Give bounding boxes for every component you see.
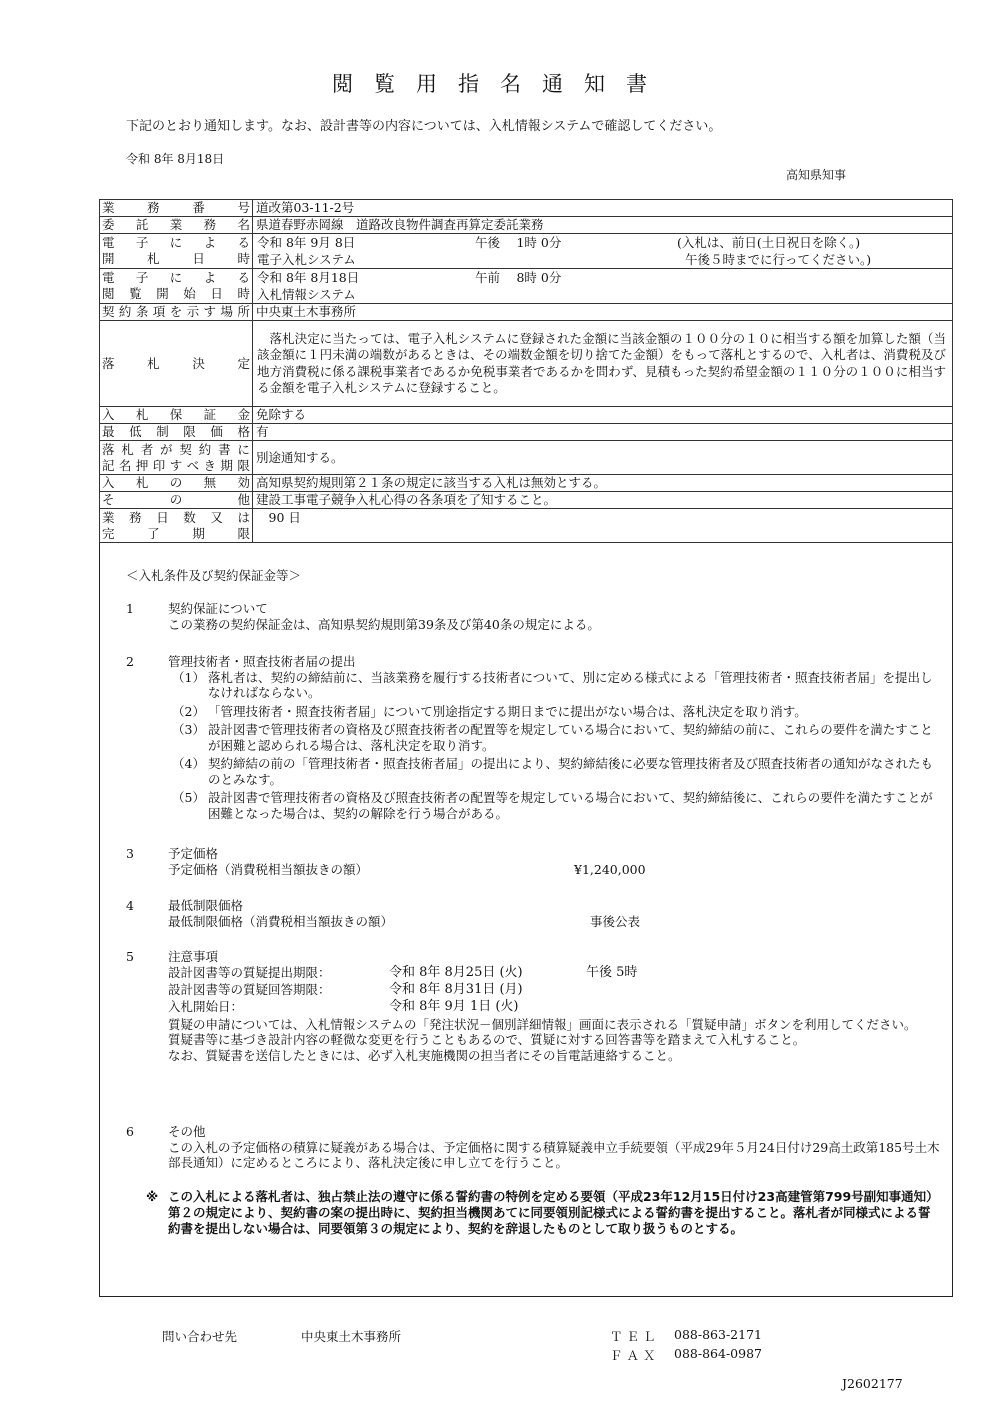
label-text: 委 託 業 務 名 bbox=[102, 217, 250, 232]
label-text: 落 札 決 定 bbox=[102, 355, 250, 371]
label-days bbox=[100, 509, 253, 543]
issuer: 高知県知事 bbox=[786, 168, 847, 182]
q-deadline-label: 設計図書等の質疑提出期限： bbox=[168, 964, 331, 980]
intro-text: 下記のとおり通知します。なお、設計書等の内容については、入札情報システムで確認してください。 bbox=[126, 119, 722, 134]
view-time: 午前 8時 0分 bbox=[475, 270, 562, 285]
label-text: 入 札 の 無 効 bbox=[102, 475, 250, 490]
document-id: J2602177 bbox=[842, 1376, 903, 1391]
fax-label: ＦＡＸ bbox=[610, 1348, 660, 1363]
label-invalid bbox=[100, 475, 253, 492]
days: 90 日 bbox=[253, 509, 953, 543]
contract-table bbox=[99, 199, 953, 543]
label-text: そ の 他 bbox=[102, 492, 250, 507]
s2-item: （4） 契約締結の前の「管理技術者・照査技術者届」の提出により、契約締結後に必要な管理技術者及び照査技術者の通知がなされたものとみなす。 bbox=[172, 756, 934, 787]
s4-label: 最低制限価格（消費税相当額抜きの額） bbox=[168, 913, 394, 929]
sign-deadline: 別途通知する。 bbox=[253, 441, 953, 475]
min-price: 有 bbox=[253, 424, 953, 441]
label-sign-deadline bbox=[100, 441, 253, 475]
label-task-name bbox=[100, 217, 253, 234]
notes-heading: ＜入札条件及び契約保証金等＞ bbox=[126, 568, 302, 583]
label-text: 契 約 条 項 を 示 す 場 所 bbox=[102, 304, 250, 319]
bond: 免除する bbox=[253, 407, 953, 424]
s2-body bbox=[168, 654, 943, 821]
award-text: 落札決定に当たっては、電子入札システムに登録された金額に当該金額の１００分の１０に相当する額を加算した額（当該金額に１円未満の端数があるときは、その端数金額を切り捨てた金額）をもって落札とするので、入札者は、消費税及び地方消費税に係る課税事業者であるか免税事業者であるかを問わず、見積もった契約希望金額の１１０分の１００に相当する金額を電子入札システムに登録すること。 bbox=[253, 321, 953, 407]
invalid-text: 高知県契約規則第２１条の規定に該当する入札は無効とする。 bbox=[253, 475, 953, 492]
label-other bbox=[100, 492, 253, 509]
view-date: 令和 8年 8月18日 bbox=[257, 270, 360, 285]
terms-place: 中央東土木事務所 bbox=[253, 304, 953, 321]
row-min-price bbox=[100, 424, 953, 441]
tel-label: ＴＥＬ bbox=[610, 1329, 660, 1344]
bid-start-date: 令和 8年 9月 1日 (火) bbox=[389, 998, 519, 1014]
row-award bbox=[100, 321, 953, 407]
inquiry-office: 中央東土木事務所 bbox=[301, 1329, 402, 1344]
row-invalid bbox=[100, 475, 953, 492]
s6-text: この入札の予定価格の積算に疑義がある場合は、予定価格に関する積算疑義申立手続要領（平成29年５月24日付け29高土政第185号土木部長通知）に定めるところにより、落札決定後に申し立てを行うこと。 bbox=[168, 1139, 940, 1170]
label-text: 電 子 に よ る bbox=[102, 235, 250, 250]
row-days bbox=[100, 509, 953, 543]
label-open-datetime bbox=[100, 234, 253, 269]
row-sign-deadline bbox=[100, 441, 953, 475]
open-note-1: (入札は、前日(土日祝日を除く。) bbox=[677, 235, 861, 250]
open-date: 令和 8年 9月 8日 bbox=[257, 235, 356, 250]
label-text: 業 務 日 数 又 は bbox=[102, 509, 250, 525]
row-open-datetime bbox=[100, 234, 953, 269]
label-text: 開 札 日 時 bbox=[102, 251, 250, 266]
s2-item: （3） 設計図書で管理技術者の資格及び照査技術者の配置等を規定している場合において、契約締結の前に、これらの要件を満たすことが困難と認められる場合は、落札決定を取り消す。 bbox=[172, 722, 933, 753]
bold-notice: この入札による落札者は、独占禁止法の遵守に係る誓約書の特例を定める要領（平成23年12月15日付け23高建管第799号副知事通知）第２の規定により、契約書の案の提出時に、契約担当機関あてに同要領別記様式による誓約書を提出すること。落札者が同様式による誓約書を提出しない場合は、同要領第３の規定により、契約を辞退したものとして取り扱うものとする。 bbox=[168, 1189, 933, 1236]
s4-body bbox=[168, 898, 943, 930]
s4-num: 4 bbox=[126, 898, 134, 913]
label-text: 閲 覧 開 始 日 時 bbox=[102, 286, 250, 301]
label-view-datetime bbox=[100, 269, 253, 304]
task-no: 道改第03-11-2号 bbox=[253, 200, 953, 217]
s4-value: 事後公表 bbox=[590, 913, 641, 929]
view-system: 入札情報システム bbox=[257, 287, 356, 302]
s2-num: 2 bbox=[126, 654, 134, 669]
label-min-price bbox=[100, 424, 253, 441]
label-terms-place bbox=[100, 304, 253, 321]
s6-num: 6 bbox=[126, 1124, 134, 1139]
q-deadline-time: 午後 5時 bbox=[586, 964, 638, 980]
row-terms-place bbox=[100, 304, 953, 321]
label-text: 完 了 期 限 bbox=[102, 525, 250, 541]
label-text: 記 名 押 印 す べ き 期 限 bbox=[102, 457, 250, 473]
row-other bbox=[100, 492, 953, 509]
s2-title: 管理技術者・照査技術者届の提出 bbox=[168, 654, 356, 669]
s6-body bbox=[168, 1124, 943, 1171]
s5-p3: なお、質疑書を送信したときには、必ず入札実施機関の担当者にその旨電話連絡すること。 bbox=[168, 1047, 681, 1063]
s1-title: 契約保証について bbox=[168, 601, 268, 616]
open-note-2: 午後５時までに行ってください。) bbox=[685, 252, 872, 267]
s5-p1: 質疑の申請については、入札情報システムの「発注状況－個別詳細情報」画面に表示される「質疑申請」ボタンを利用してください。 bbox=[168, 1016, 917, 1032]
s5-title: 注意事項 bbox=[168, 949, 219, 964]
label-text: 最 低 制 限 価 格 bbox=[102, 424, 250, 439]
label-text: 落 札 者 が 契 約 書 に bbox=[102, 441, 250, 457]
q-deadline-date: 令和 8年 8月25日 (火) bbox=[389, 964, 523, 980]
row-task-no bbox=[100, 200, 953, 217]
task-name: 県道春野赤岡線 道路改良物件調査再算定委託業務 bbox=[253, 217, 953, 234]
s3-body bbox=[168, 846, 943, 878]
s2-item: （5） 設計図書で管理技術者の資格及び照査技術者の配置等を規定している場合において、契約締結後に、これらの要件を満たすことが困難となった場合は、契約の解除を行う場合がある。 bbox=[172, 790, 933, 821]
s4-title: 最低制限価格 bbox=[168, 898, 244, 913]
bid-start-label: 入札開始日： bbox=[168, 998, 244, 1014]
row-task-name bbox=[100, 217, 953, 234]
tel-number: 088-863-2171 bbox=[674, 1327, 762, 1342]
document-title: 閲覧用指名通知書 bbox=[332, 72, 668, 96]
s2-item: （1） 落札者は、契約の締結前に、当該業務を履行する技術者について、別に定める様式による「管理技術者・照査技術者届」を提出しなければならない。 bbox=[172, 669, 933, 700]
label-task-no bbox=[100, 200, 253, 217]
s3-num: 3 bbox=[126, 846, 134, 861]
notice-date: 令和 8年 8月18日 bbox=[126, 152, 225, 166]
fax-number: 088-864-0987 bbox=[674, 1346, 762, 1361]
s1-text: この業務の契約保証金は、高知県契約規則第39条及び第40条の規定による。 bbox=[168, 616, 600, 632]
s5-body bbox=[168, 949, 943, 1063]
a-deadline-date: 令和 8年 8月31日 (月) bbox=[389, 981, 523, 997]
s3-label: 予定価格（消費税相当額抜きの額） bbox=[168, 861, 369, 877]
s1-body bbox=[168, 601, 943, 632]
other-text: 建設工事電子競争入札心得の各条項を了知すること。 bbox=[253, 492, 953, 509]
inquiry-label: 問い合わせ先 bbox=[162, 1329, 238, 1344]
row-bond bbox=[100, 407, 953, 424]
s5-p2: 質疑書等に基づき設計内容の軽微な変更を行うこともあるので、質疑に対する回答書等を踏まえて入札すること。 bbox=[168, 1032, 806, 1047]
s1-num: 1 bbox=[126, 601, 134, 616]
s6-title: その他 bbox=[168, 1124, 206, 1139]
notice-mark: ※ bbox=[146, 1189, 159, 1204]
label-bond bbox=[100, 407, 253, 424]
open-system: 電子入札システム bbox=[257, 252, 356, 267]
open-time: 午後 1時 0分 bbox=[475, 235, 562, 250]
row-view-datetime bbox=[100, 269, 953, 304]
label-text: 電 子 に よ る bbox=[102, 270, 250, 285]
s3-title: 予定価格 bbox=[168, 846, 219, 861]
s3-value: ¥1,240,000 bbox=[574, 861, 646, 877]
label-award bbox=[100, 321, 253, 407]
a-deadline-label: 設計図書等の質疑回答期限： bbox=[168, 981, 331, 997]
label-text: 入 札 保 証 金 bbox=[102, 407, 250, 422]
s5-num: 5 bbox=[126, 949, 134, 964]
s2-item: （2） 「管理技術者・照査技術者届」について別途指定する期日までに提出がない場合は、落札決定を取り消す。 bbox=[172, 703, 807, 719]
label-text: 業 務 番 号 bbox=[102, 200, 250, 215]
